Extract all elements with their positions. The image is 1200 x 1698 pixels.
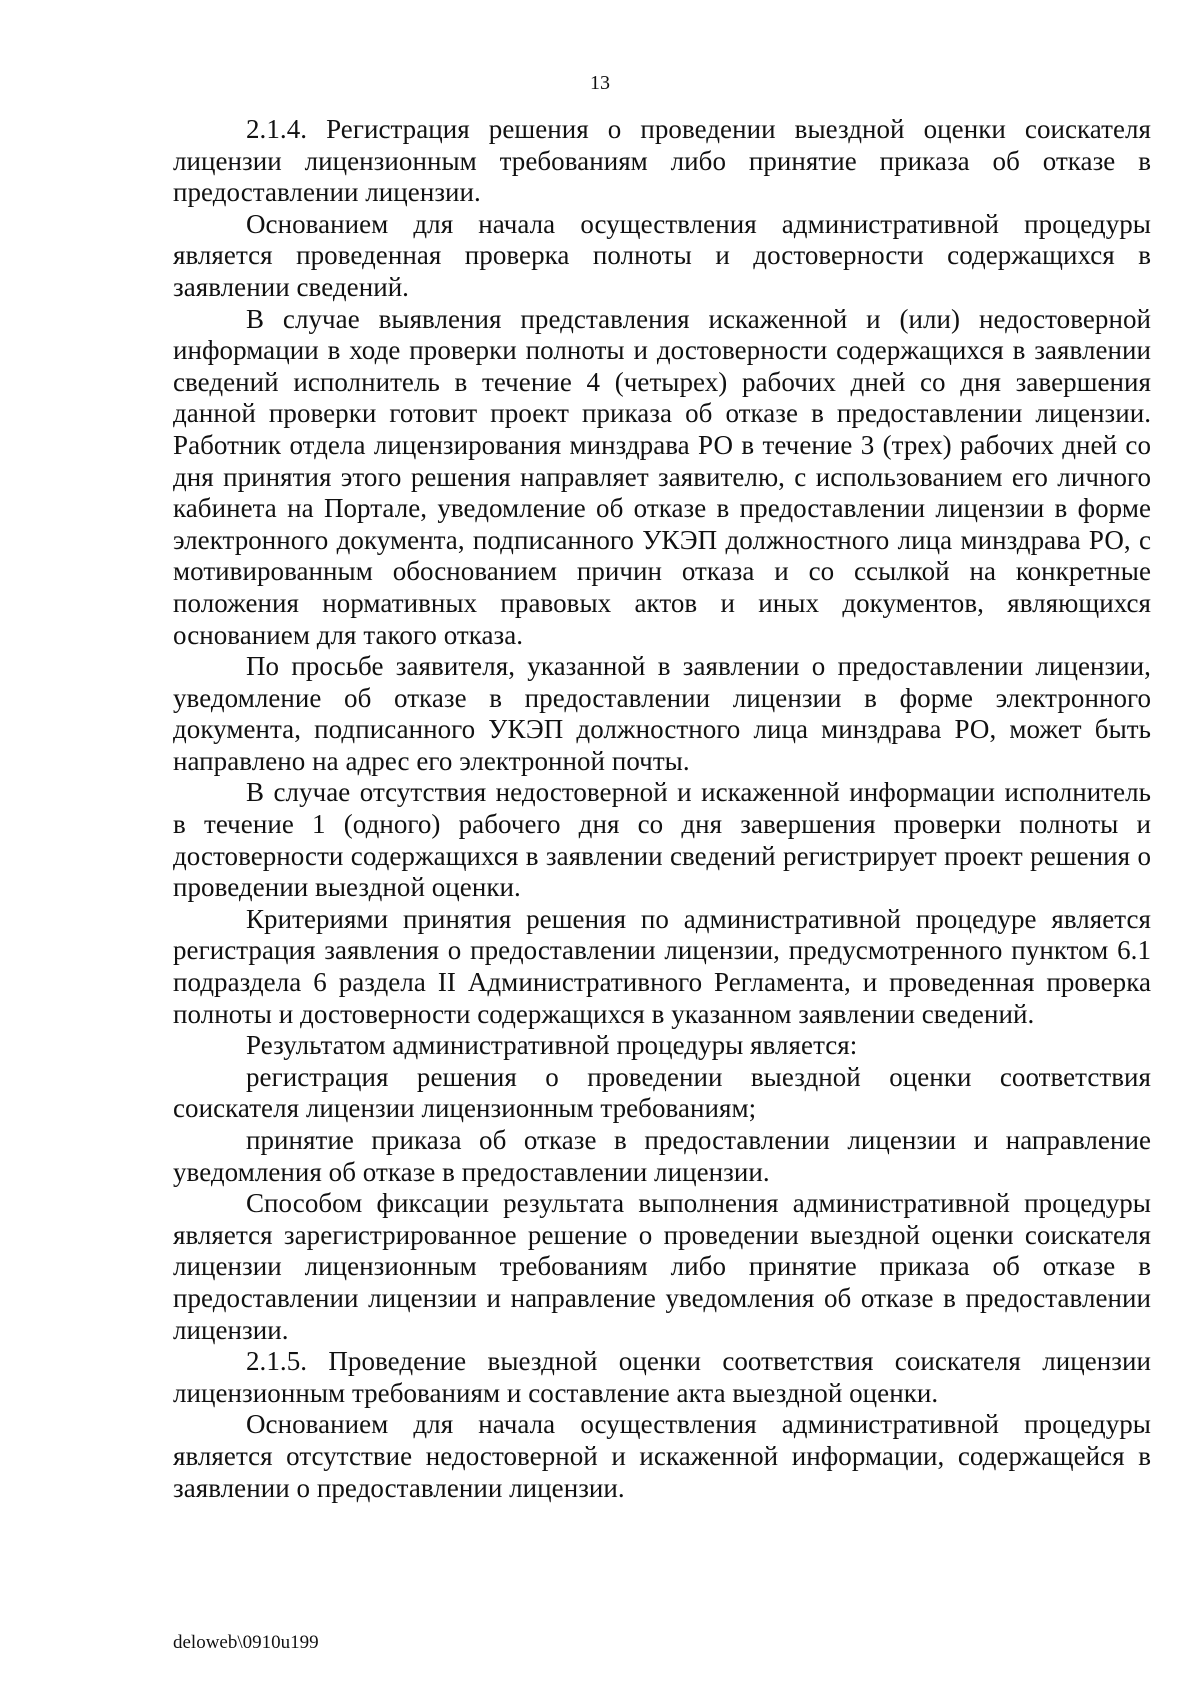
footer-document-code: deloweb\0910u199 [173, 1632, 319, 1653]
paragraph-section-2-1-5-heading: 2.1.5. Проведение выездной оценки соответствия соискателя лицензии лицензионным требованиям и составление акта выездной оценки. [173, 1346, 1151, 1408]
paragraph-basis-2-1-5: Основанием для начала осуществления административной процедуры является отсутствие недостоверной и искаженной информации, содержащейся в заявлении о предоставлении лицензии. [173, 1409, 1151, 1503]
paragraph-email-notification: По просьбе заявителя, указанной в заявлении о предоставлении лицензии, уведомление об отказе в предоставлении лицензии в форме электронного документа, подписанного УКЭП должностного лица минздрава РО, может быть направлено на адрес его электронной почты. [173, 651, 1151, 776]
paragraph-distorted-info-case: В случае выявления представления искаженной и (или) недостоверной информации в ходе проверки полноты и достоверности содержащихся в заявлении сведений исполнитель в течение 4 (четырех) рабочих дней со дня завершения данной проверки готовит проект приказа об отказе в предоставлении лицензии. Работник отдела лицензирования минздрава РО в течение 3 (трех) рабочих дней со дня принятия этого решения направляет заявителю, с использованием его личного кабинета на Портале, уведомление об отказе в предоставлении лицензии в форме электронного документа, подписанного УКЭП должностного лица минздрава РО, с мотивированным обоснованием причин отказа и со ссылкой на конкретные положения нормативных правовых актов и иных документов, являющихся основанием для такого отказа. [173, 303, 1151, 650]
paragraph-result-item-registration: регистрация решения о проведении выездной оценки соответствия соискателя лицензии лицензионным требованиям; [173, 1061, 1151, 1124]
paragraph-no-distorted-info-case: В случае отсутствия недостоверной и искаженной информации исполнитель в течение 1 (одного) рабочего дня со дня завершения проверки полноты и достоверности содержащихся в заявлении сведений регистрирует проект решения о проведении выездной оценки. [173, 777, 1151, 903]
paragraph-basis: Основанием для начала осуществления административной процедуры является проведенная проверка полноты и достоверности содержащихся в заявлении сведений. [173, 208, 1151, 302]
paragraph-fixation-method: Способом фиксации результата выполнения административной процедуры является зарегистрированное решение о проведении выездной оценки соискателя лицензии лицензионным требованиям либо принятие приказа об отказе в предоставлении лицензии и направление уведомления об отказе в предоставлении лицензии. [173, 1188, 1151, 1345]
paragraph-result-item-refusal: принятие приказа об отказе в предоставлении лицензии и направление уведомления об отказе в предоставлении лицензии. [173, 1125, 1151, 1187]
paragraph-result-intro: Результатом административной процедуры является: [246, 1030, 858, 1061]
document-body [173, 114, 1151, 1504]
paragraph-section-2-1-4-heading: 2.1.4. Регистрация решения о проведении выездной оценки соискателя лицензии лицензионным требованиям либо принятие приказа об отказе в предоставлении лицензии. [173, 114, 1151, 208]
page-number: 13 [590, 72, 610, 94]
paragraph-decision-criteria: Критериями принятия решения по административной процедуре является регистрация заявления о предоставлении лицензии, предусмотренного пунктом 6.1 подраздела 6 раздела II Административного Регламента, и проведенная проверка полноты и достоверности содержащихся в указанном заявлении сведений. [173, 903, 1151, 1029]
